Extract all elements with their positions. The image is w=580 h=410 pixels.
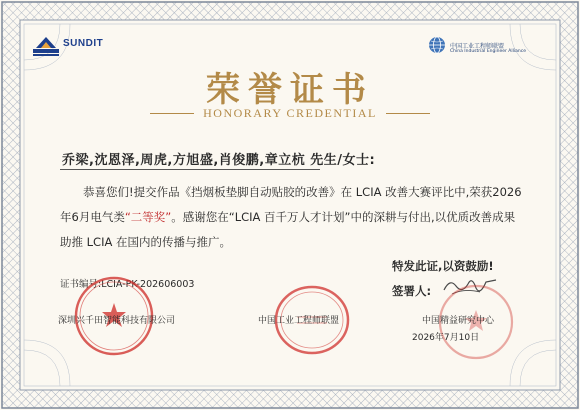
certificate-number: 证书编号:LCIA-PK-202606003 <box>60 279 195 290</box>
signer-label: 签署人: <box>392 284 432 298</box>
award-name: “二等奖” <box>124 210 172 224</box>
title-en: HONORARY CREDENTIAL <box>203 106 377 120</box>
body-part1: 恭喜您们!提交作品《挡烟板垫脚自动贴胶的改善》在 LCIA 改善大赛评比中,荣获2026年6月电气类 <box>60 185 522 224</box>
recipients: 乔梁,沈恩泽,周虎,方旭盛,肖俊鹏,章立杭 先生/女士: <box>62 153 376 168</box>
body-part2: 。感谢您在“LCIA 百千万人才计划”中的深耕与付出,以优质改善成果助推 LCIA 在国内的传播与推广。 <box>60 210 516 249</box>
sundit-brand: SUNDIT <box>63 38 104 49</box>
globe-logo-icon <box>428 36 446 54</box>
issuer-company: 深圳兴千田智能科技有限公司 <box>58 316 176 326</box>
alliance-name-cn: 中国工业工程师联盟 <box>450 43 505 50</box>
issuer-alliance: 中国工业工程师联盟 <box>258 316 340 326</box>
alliance-name-en: China Industrial Engineer Alliance <box>450 49 526 54</box>
recipient-underline <box>60 169 320 170</box>
issuer-research-center: 中国精益研究中心 <box>422 316 495 326</box>
sundit-logo-icon <box>33 35 59 57</box>
certificate-body <box>60 180 526 255</box>
closing-line: 特发此证,以资鼓励! <box>392 259 494 273</box>
issue-date: 2026年7月10日 <box>412 333 480 343</box>
title-cn: 荣誉证书 <box>206 70 374 110</box>
